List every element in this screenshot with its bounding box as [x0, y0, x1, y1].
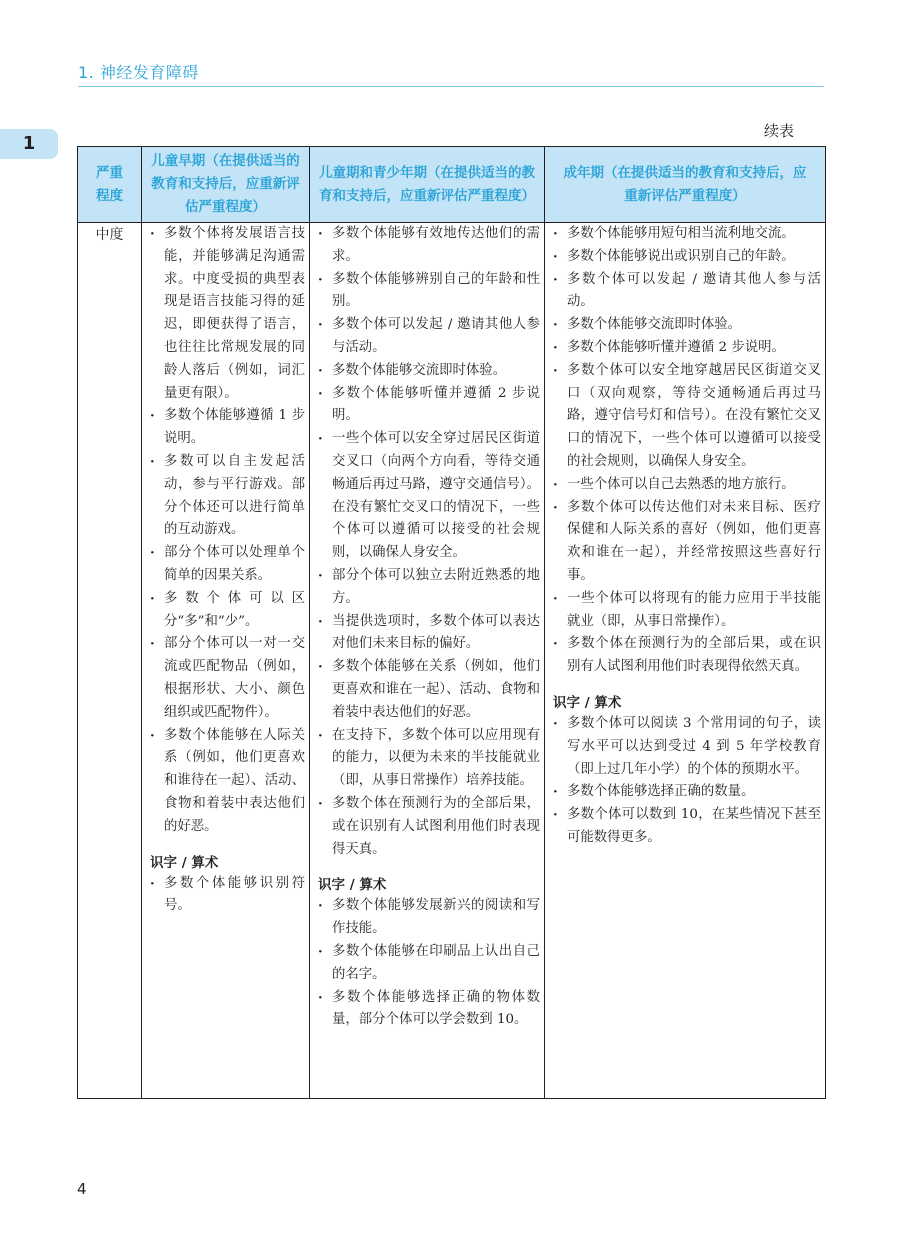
adulthood-literacy-list: [553, 713, 821, 850]
header-adulthood: 成年期（在提供适当的教育和支持后，应重新评估严重程度）: [545, 147, 826, 223]
list-item: · 当提供选项时，多数个体可以表达对他们未来目标的偏好。: [318, 611, 540, 657]
childhood-adolescence-list: [318, 223, 540, 861]
adulthood-list: [553, 223, 821, 679]
list-item: · 多数个体能够听懂并遵循 2 步说明。: [553, 337, 821, 360]
list-item: · 多数个体能够说出或识别自己的年龄。: [553, 246, 821, 269]
list-item: · 多数个体可以传达他们对未来目标、医疗保健和人际关系的喜好（例如，他们更喜欢和谁在一起），并经常按照这些喜好行事。: [553, 497, 821, 588]
list-item: · 多数个体能够交流即时体验。: [318, 360, 540, 383]
list-item: · 在支持下，多数个体可以应用现有的能力，以便为未来的半技能就业（即，从事日常操作）培养技能。: [318, 725, 540, 793]
header-early-childhood: 儿童早期（在提供适当的教育和支持后，应重新评估严重程度）: [142, 147, 310, 223]
list-item: · 部分个体可以处理单个简单的因果关系。: [150, 542, 305, 588]
list-item: · 多数个体可以发起 / 邀请其他人参与活动。: [318, 314, 540, 360]
early-childhood-list: [150, 223, 305, 839]
list-item: · 多数个体在预测行为的全部后果，或在识别有人试图利用他们时表现得依然天真。: [553, 633, 821, 679]
list-item: · 多数个体将发展语言技能，并能够满足沟通需求。中度受损的典型表现是语言技能习得的延迟，即便获得了语言，也往往比常规发展的同龄人落后（例如，词汇量更有限）。: [150, 223, 305, 405]
severity-table: [77, 146, 826, 1099]
list-item: · 多数个体能够发展新兴的阅读和写作技能。: [318, 895, 540, 941]
adulthood-cell: [545, 223, 826, 1099]
list-item: · 多数个体可以区分“多”和“少”。: [150, 588, 305, 634]
continued-label: 续表: [764, 122, 795, 140]
header-childhood-adolescence: 儿童期和青少年期（在提供适当的教育和支持后，应重新评估严重程度）: [310, 147, 545, 223]
list-item: · 多数个体能够识别符号。: [150, 873, 305, 919]
list-item: · 多数个体可以发起 / 邀请其他人参与活动。: [553, 269, 821, 315]
literacy-heading: 识字 / 算术: [553, 694, 622, 711]
list-item: · 一些个体可以将现有的能力应用于半技能就业（即，从事日常操作）。: [553, 588, 821, 634]
literacy-heading: 识字 / 算术: [150, 854, 219, 871]
list-item: · 多数个体能够辨别自己的年龄和性别。: [318, 269, 540, 315]
literacy-heading: 识字 / 算术: [318, 877, 387, 894]
list-item: · 部分个体可以独立去附近熟悉的地方。: [318, 565, 540, 611]
childhood-adolescence-literacy-list: [318, 895, 540, 1032]
list-item: · 多数个体能够在人际关系（例如，他们更喜欢和谁待在一起）、活动、食物和着装中表达他们的好恶。: [150, 725, 305, 839]
early-childhood-cell: [142, 223, 310, 1099]
list-item: · 多数个体能够用短句相当流利地交流。: [553, 223, 821, 246]
list-item: · 多数可以自主发起活动，参与平行游戏。部分个体还可以进行简单的互动游戏。: [150, 451, 305, 542]
list-item: · 多数个体能够在印刷品上认出自己的名字。: [318, 941, 540, 987]
header-severity: 严重程度: [78, 147, 142, 223]
list-item: · 多数个体能够遵循 1 步说明。: [150, 405, 305, 451]
list-item: · 多数个体在预测行为的全部后果，或在识别有人试图利用他们时表现得天真。: [318, 793, 540, 861]
childhood-adolescence-cell: [310, 223, 545, 1099]
chapter-tab: 1: [0, 129, 58, 159]
list-item: · 多数个体能够选择正确的物体数量，部分个体可以学会数到 10。: [318, 987, 540, 1033]
list-item: · 多数个体能够交流即时体验。: [553, 314, 821, 337]
list-item: · 部分个体可以一对一交流或匹配物品（例如，根据形状、大小、颜色组织或匹配物件）。: [150, 633, 305, 724]
list-item: · 多数个体能够在关系（例如，他们更喜欢和谁在一起）、活动、食物和着装中表达他们的好恶。: [318, 656, 540, 724]
header-divider: [78, 86, 824, 87]
list-item: · 多数个体能够有效地传达他们的需求。: [318, 223, 540, 269]
list-item: · 多数个体能够听懂并遵循 2 步说明。: [318, 383, 540, 429]
list-item: · 多数个体可以阅读 3 个常用词的句子，读写水平可以达到受过 4 到 5 年学校教育（即上过几年小学）的个体的预期水平。: [553, 713, 821, 781]
list-item: · 多数个体能够选择正确的数量。: [553, 781, 821, 804]
list-item: · 一些个体可以自己去熟悉的地方旅行。: [553, 474, 821, 497]
section-title: 1. 神经发育障碍: [78, 63, 199, 82]
list-item: · 多数个体可以安全地穿越居民区街道交叉口（双向观察，等待交通畅通后再过马路，遵守信号灯和信号）。在没有繁忙交叉口的情况下，一些个体可以遵循可以接受的社会规则，以确保人身安全。: [553, 360, 821, 474]
severity-level-cell: 中度: [78, 223, 142, 1099]
list-item: · 一些个体可以安全穿过居民区街道交叉口（向两个方向看，等待交通畅通后再过马路，遵守交通信号）。在没有繁忙交叉口的情况下，一些个体可以遵循可以接受的社会规则，以确保人身安全。: [318, 428, 540, 565]
early-childhood-literacy-list: [150, 873, 305, 919]
page-number: 4: [77, 1180, 87, 1198]
list-item: · 多数个体可以数到 10，在某些情况下甚至可能数得更多。: [553, 804, 821, 850]
